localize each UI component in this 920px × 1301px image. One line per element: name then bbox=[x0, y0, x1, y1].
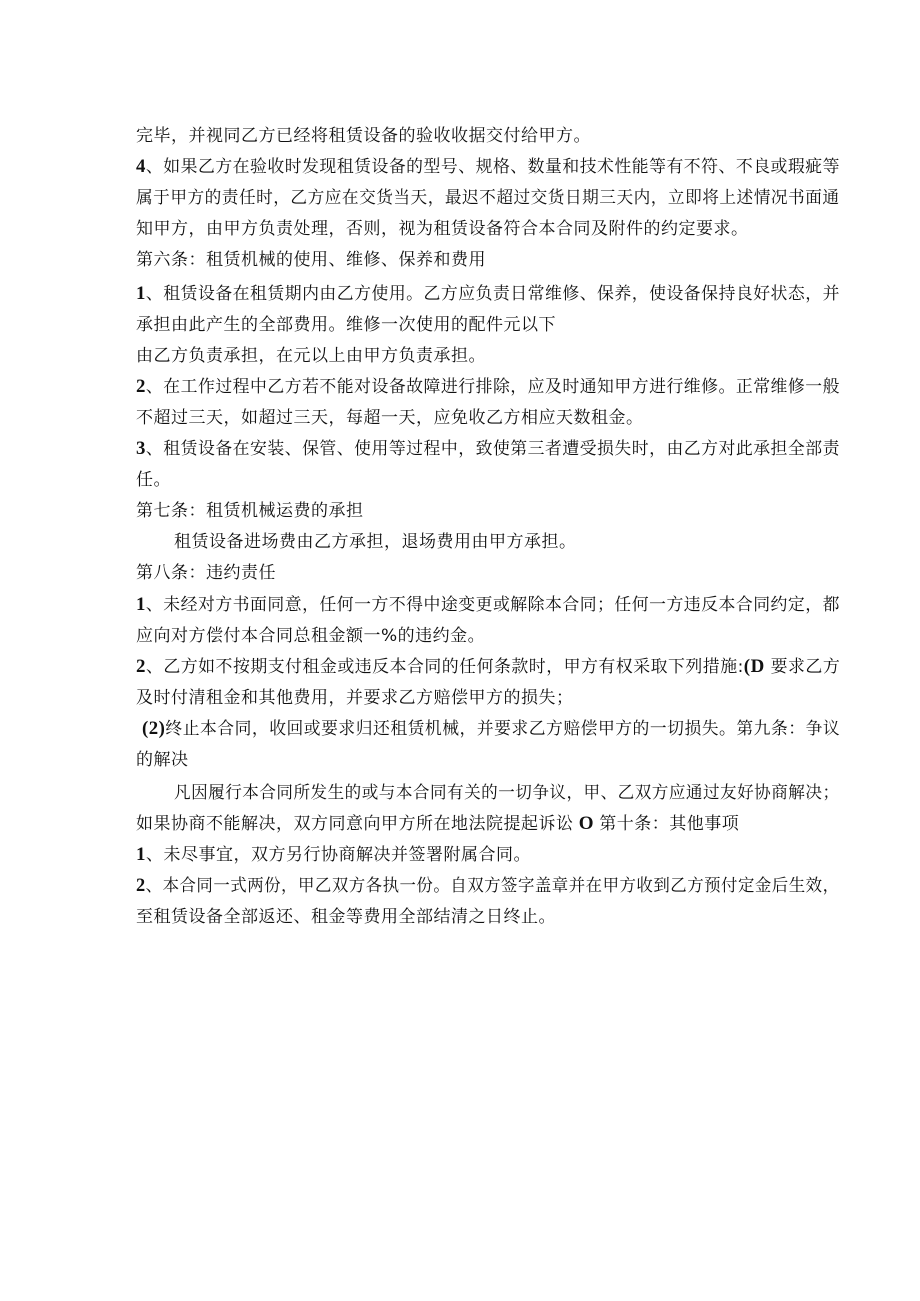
line-26: 至租赁设备全部返还、租金等费用全部结清之日终止。 bbox=[136, 907, 556, 927]
line-10: 不超过三天，如超过三天，每超一天，应免收乙方相应天数租金。 bbox=[136, 408, 644, 428]
line-20: (2)终止本合同，收回或要求归还租赁机械，并要求乙方赔偿甲方的一切损失。第九条：争议 bbox=[142, 718, 841, 739]
line-16: 1、未经对方书面同意，任何一方不得中途变更或解除本合同；任何一方违反本合同约定，都 bbox=[136, 594, 840, 615]
line-01: 完毕，并视同乙方已经将租赁设备的验收收据交付给甲方。 bbox=[136, 126, 591, 146]
section-8-heading: 第八条：违约责任 bbox=[136, 563, 276, 583]
line-22: 凡因履行本合同所发生的或与本合同有关的一切争议，甲、乙双方应通过友好协商解决； bbox=[174, 783, 840, 803]
line-09: 2、在工作过程中乙方若不能对设备故障进行排除，应及时通知甲方进行维修。正常维修一般 bbox=[136, 376, 840, 397]
line-12: 任。 bbox=[136, 470, 171, 490]
line-18: 2、乙方如不按期支付租金或违反本合同的任何条款时，甲方有权采取下列措施:(D 要求乙方 bbox=[136, 656, 841, 677]
line-08: 由乙方负责承担，在元以上由甲方负责承担。 bbox=[136, 346, 486, 366]
line-25: 2、本合同一式两份，甲乙双方各执一份。自双方签字盖章并在甲方收到乙方预付定金后生效， bbox=[136, 875, 840, 896]
line-19: 及时付清租金和其他费用，并要求乙方赔偿甲方的损失； bbox=[136, 688, 574, 708]
section-6-heading: 第六条：租赁机械的使用、维修、保养和费用 bbox=[136, 250, 486, 270]
line-21: 的解决 bbox=[136, 750, 189, 770]
line-03: 属于甲方的责任时，乙方应在交货当天，最迟不超过交货日期三天内，立即将上述情况书面通 bbox=[136, 188, 840, 208]
line-17: 应向对方偿付本合同总租金额一%的违约金。 bbox=[136, 626, 486, 646]
line-11: 3、租赁设备在安装、保管、使用等过程中，致使第三者遭受损失时，由乙方对此承担全部责 bbox=[136, 438, 840, 459]
line-02: 4、如果乙方在验收时发现租赁设备的型号、规格、数量和技术性能等有不符、不良或瑕疵等 bbox=[136, 156, 840, 177]
line-07: 承担由此产生的全部费用。维修一次使用的配件元以下 bbox=[136, 315, 556, 335]
line-24: 1、未尽事宜，双方另行协商解决并签署附属合同。 bbox=[136, 844, 531, 865]
line-14: 租赁设备进场费由乙方承担，退场费用由甲方承担。 bbox=[174, 532, 577, 552]
line-04: 知甲方，由甲方负责处理，否则，视为租赁设备符合本合同及附件的约定要求。 bbox=[136, 219, 749, 239]
line-06: 1、租赁设备在租赁期内由乙方使用。乙方应负责日常维修、保养，使设备保持良好状态，并 bbox=[136, 283, 840, 304]
section-7-heading: 第七条：租赁机械运费的承担 bbox=[136, 501, 364, 521]
line-23: 如果协商不能解决，双方同意向甲方所在地法院提起诉讼 O 第十条：其他事项 bbox=[136, 813, 740, 834]
